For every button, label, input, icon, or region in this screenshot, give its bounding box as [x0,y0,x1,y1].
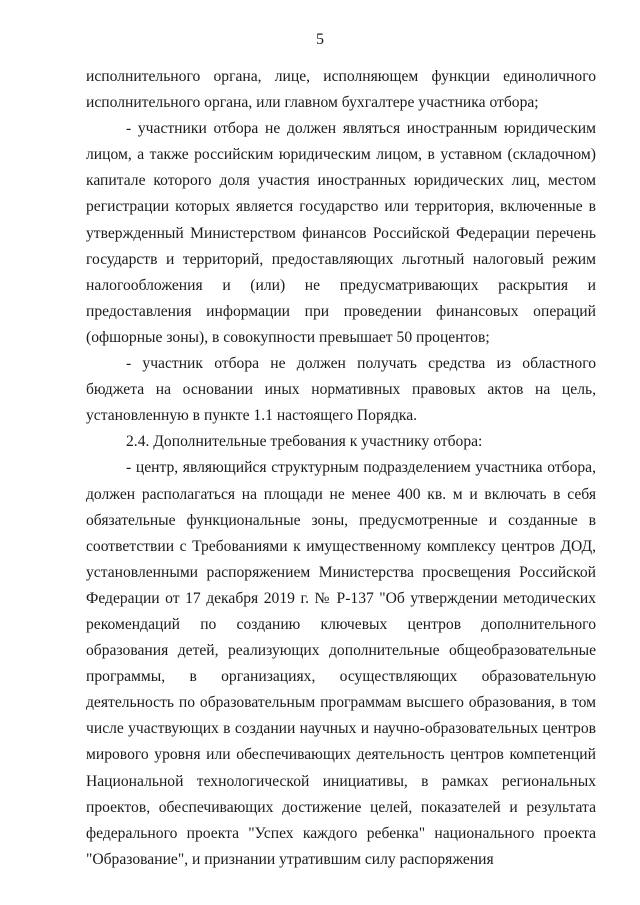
paragraph-center-requirement: - центр, являющийся структурным подразделением участника отбора, должен располагаться на площади не менее 400 кв. м и включать в себя обязательные функциональные зоны, предусмотренные и созданные в соответствии с Требованиями к имущественному комплексу центров ДОД, установленными распоряжением Министерства просвещения Российской Федерации от 17 декабря 2019 г. № Р-137 "Об утверждении методических рекомендаций по созданию ключевых центров дополнительного образования детей, реализующих дополнительные общеобразовательные программы, в организациях, осуществляющих образовательную деятельность по образовательным программам высшего образования, в том числе участвующих в создании научных и научно-образовательных центров мирового уровня или обеспечивающих деятельность центров компетенций Национальной технологической инициативы, в рамках региональных проектов, обеспечивающих достижение целей, показателей и результата федерального проекта "Успех каждого ребенка" национального проекта "Образование", и признании утратившим силу распоряжения [86,459,596,868]
paragraph-continuation: исполнительного органа, лице, исполняющем функции единоличного исполнительного органа, или главном бухгалтере участника отбора; [86,68,596,112]
paragraph-budget-requirement: - участник отбора не должен получать средства из областного бюджета на основании иных нормативных правовых актов на цель, установленную в пункте 1.1 настоящего Порядка. [86,355,596,425]
page-number: 5 [316,31,324,48]
paragraph-section-heading: 2.4. Дополнительные требования к участнику отбора: [126,433,483,451]
document-body [86,64,596,873]
paragraph-foreign-entity-requirement: - участники отбора не должен являться иностранным юридическим лицом, а также российским юридическим лицом, в уставном (складочном) капитале которого доля участия иностранных юридических лиц, местом регистрации которых является государство или территория, включенные в утвержденный Министерством финансов Российской Федерации перечень государств и территорий, предоставляющих льготный налоговый режим налогообложения и (или) не предусматривающих раскрытия и предоставления информации при проведении финансовых операций (офшорные зоны), в совокупности превышает 50 процентов; [86,120,596,346]
